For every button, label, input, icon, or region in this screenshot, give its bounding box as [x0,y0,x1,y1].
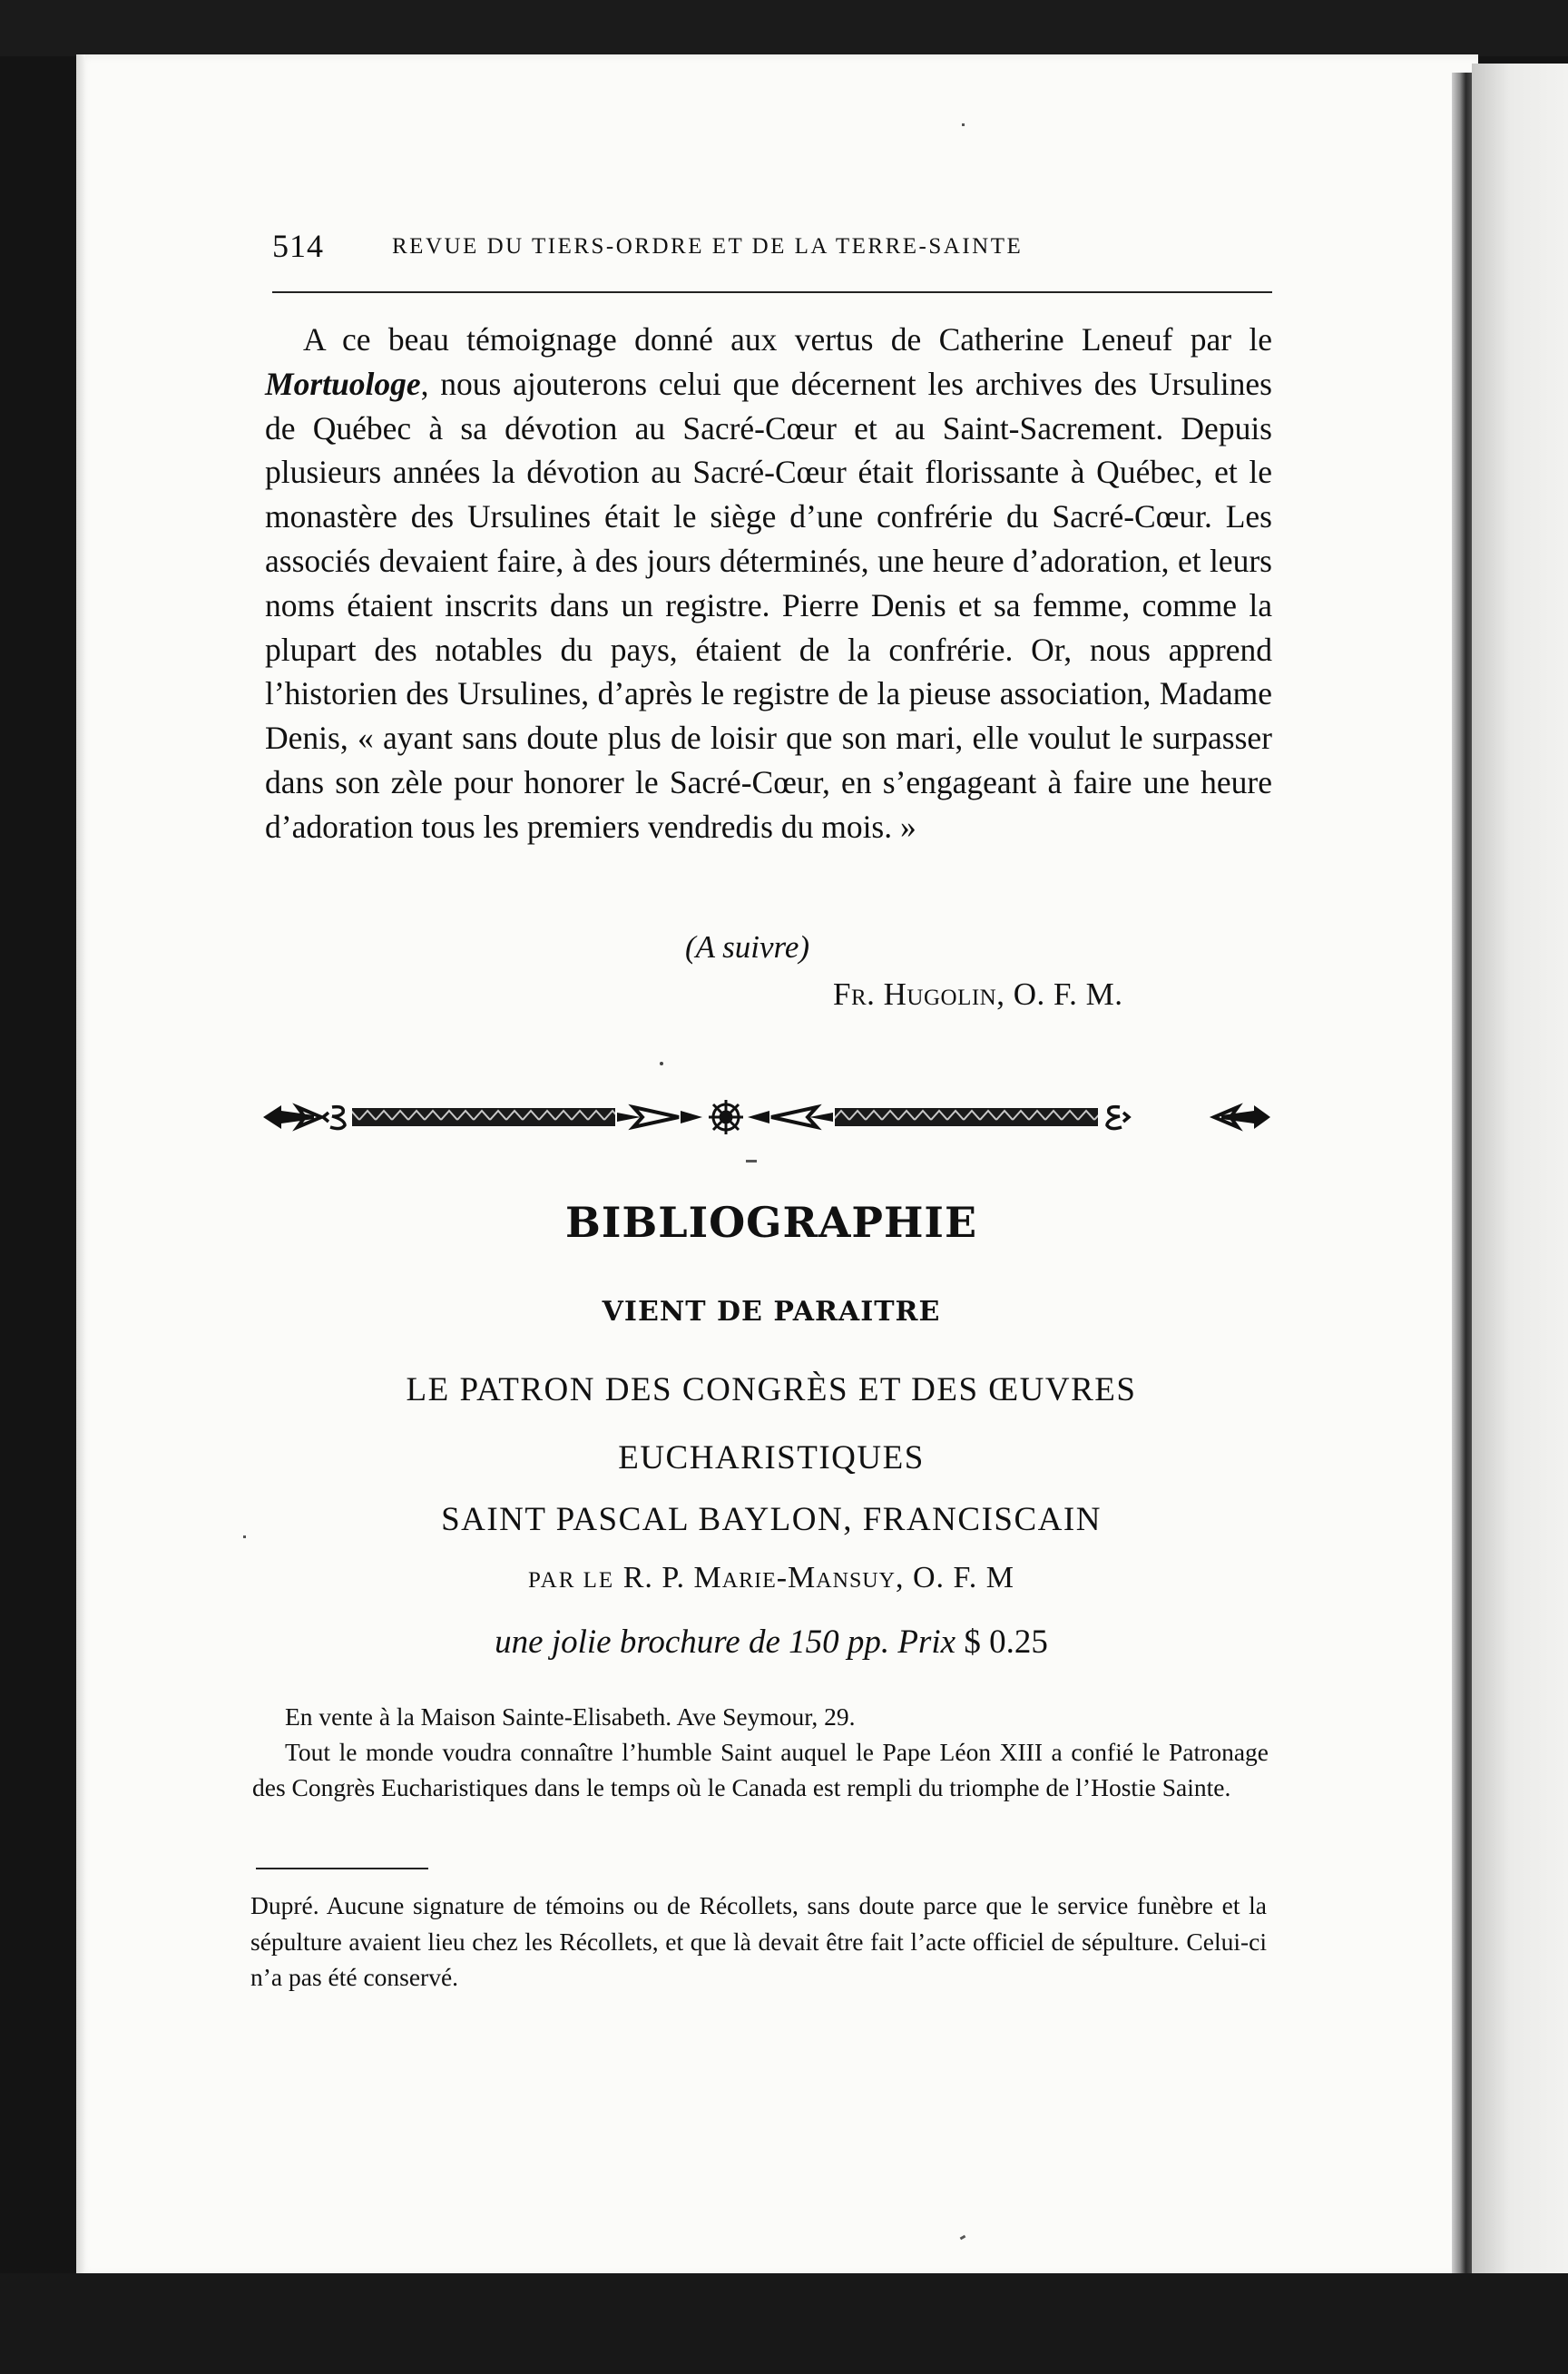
print-speck [243,1535,246,1538]
decorative-ornament-band [261,1085,1274,1149]
footnote-rule [256,1868,428,1869]
book-title-line-2: EUCHARISTIQUES [618,1439,925,1476]
paragraph-text-rest: , nous ajouterons celui que décernent les archives des Ursulines de Québec à sa dévotion au Sacré-Cœur et au Saint-Sacrement. Depuis plusieurs années la dévotion au Sacré-Cœur était florissante à Québec, et le monastère des Ursulines était le siège d’une confrérie du Sacré-Cœur. Les associés devaient faire, à des jours déterminés, une heure d’adoration, et leurs noms étaient inscrits dans un registre. Pierre Denis et sa femme, comme la plupart des notables du pays, étaient de la confrérie. Or, nous apprend l’historien des Ursulines, d’après le registre de la pieuse association, Madame Denis, « ayant sans doute plus de loisir que son mari, elle voulut le surpasser dans son zèle pour honorer le Sacré-Cœur, en s’engageant à faire une heure d’adoration tous les premiers vendredis du mois. » [265,365,1272,845]
book-spine [1452,73,1472,2278]
price: $ 0.25 [964,1624,1048,1661]
to-be-continued: (A suivre) [685,929,810,965]
book-title-line-3: SAINT PASCAL BAYLON, FRANCISCAIN [441,1501,1102,1538]
subheading-new-release: VIENT DE PARAITRE [602,1296,941,1328]
paragraph-text-start: A ce beau témoignage donné aux vertus de Catherine Leneuf par le [303,321,1272,358]
ornament-center-right-arrow [748,1107,833,1127]
scan-top-border [0,0,1568,56]
journal-title: REVUE DU TIERS-ORDRE ET DE LA TERRE-SAINTE [392,234,1024,259]
ornament-center-rosette [709,1100,743,1134]
book-description: Tout le monde voudra connaître l’humble Saint auquel le Pape Léon XIII a confié le Patronage des Congrès Eucharistiques dans le temps où le Canada est rempli du triomphe de l’Hostie Sainte. [252,1738,1269,1801]
adjacent-page-edge [1472,64,1568,2278]
running-head [272,227,1270,272]
book-title-line-1: LE PATRON DES CONGRÈS ET DES ŒUVRES [406,1371,1137,1408]
scan-bottom-border [0,2273,1568,2374]
ornament-left-arrow [263,1105,321,1129]
brochure-price-line [272,1623,1270,1662]
ornament-center-left-arrow [617,1107,702,1127]
section-heading-bibliography: BIBLIOGRAPHIE [564,1198,978,1247]
sale-notice: En vente à la Maison Sainte-Elisabeth. Ave Seymour, 29. [285,1702,856,1731]
print-speck [746,1160,757,1162]
ornament-right-arrow [1214,1105,1270,1129]
page-number: 514 [272,228,324,264]
author-prefix: PAR LE [528,1568,615,1593]
page-left-edge [76,54,85,2276]
italic-title-mortuologe: Mortuologe [265,365,421,402]
brochure-description: une jolie brochure de 150 pp. Prix [495,1624,956,1661]
author-name: R. P. Marie-Mansuy, O. F. M [622,1561,1014,1594]
footnote: Dupré. Aucune signature de témoins ou de Récollets, sans doute parce que le service funèbre et la sépulture avaient lieu chez les Récollets, et que là devait être fait l’acte officiel de sépulture. Celui-ci n’a pas été conservé. [250,1891,1267,1991]
article-paragraph [265,318,1272,849]
ornament-left-bar [352,1108,615,1126]
ornament-left-scroll [323,1107,345,1129]
ornament-right-scroll [1107,1107,1129,1129]
author-signature: Fr. Hugolin, O. F. M. [833,976,1123,1012]
ornament-right-bar [835,1108,1098,1126]
header-rule [272,291,1272,293]
book-author-line [272,1561,1270,1595]
print-speck [660,1062,663,1065]
print-speck [962,123,965,126]
